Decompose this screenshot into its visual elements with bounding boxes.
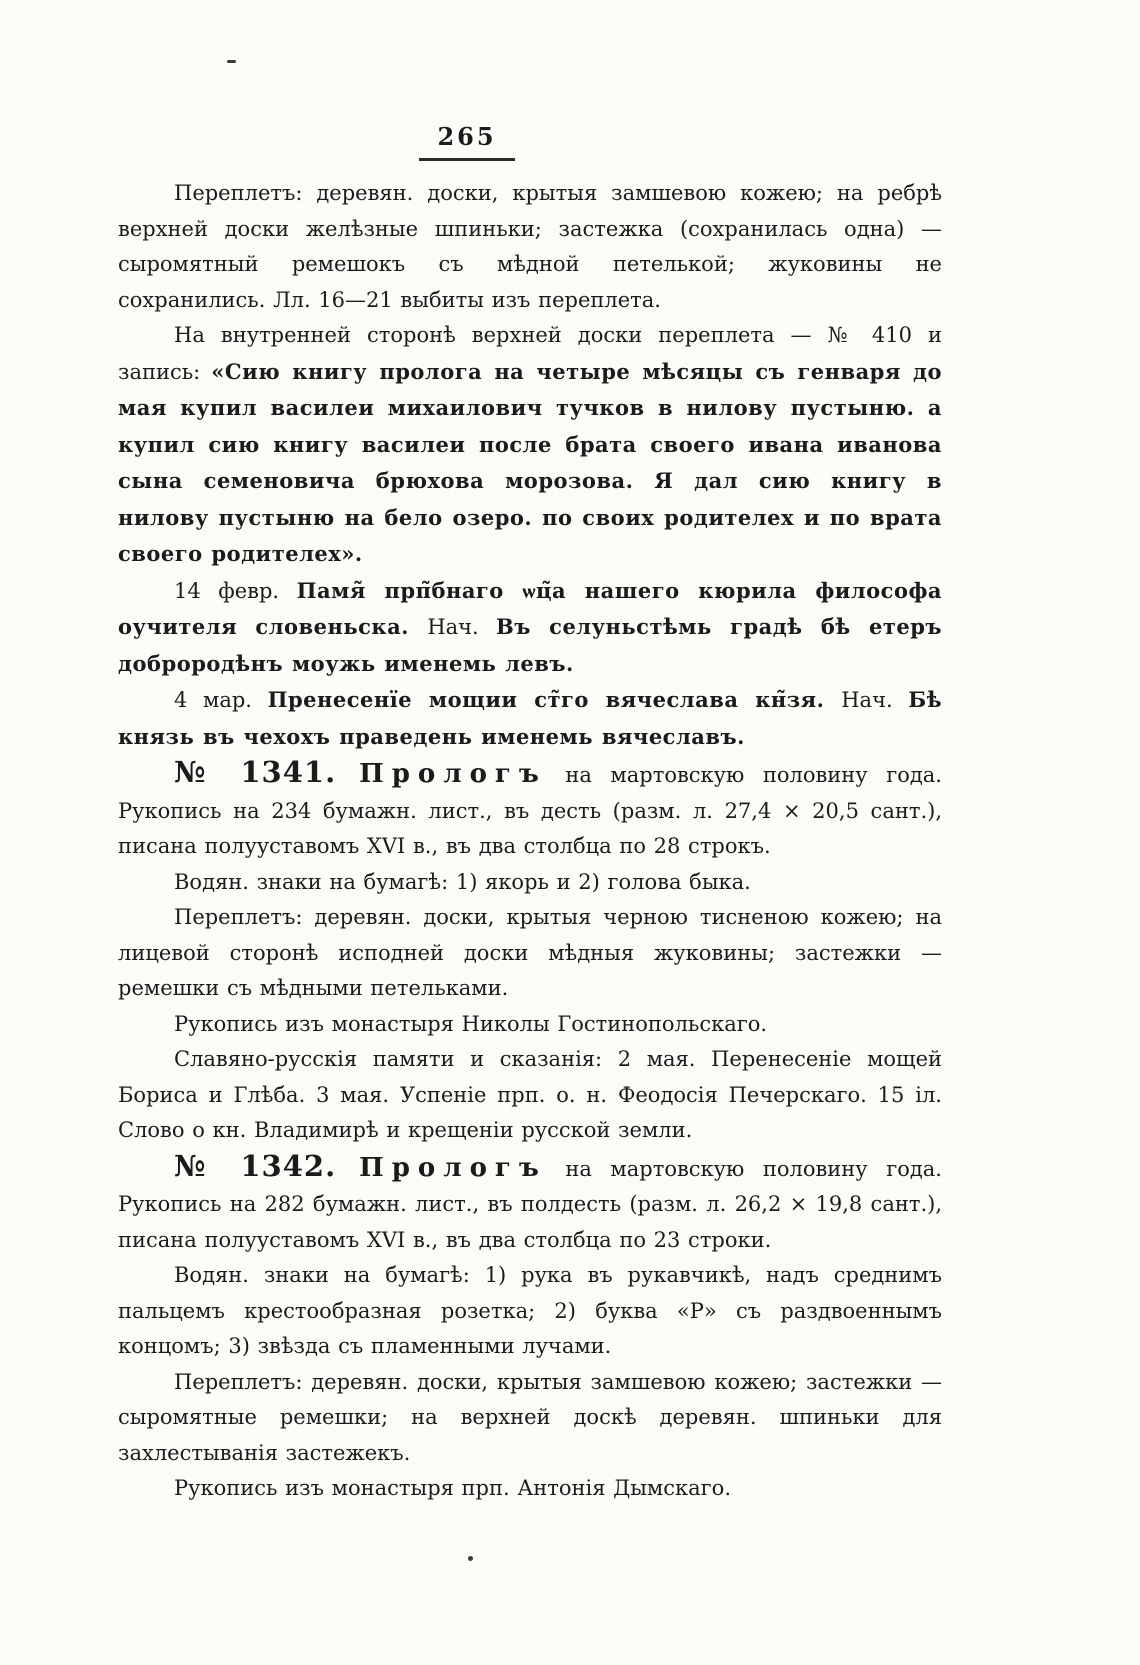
para-binding-description: [118, 176, 942, 318]
page-number: 265: [419, 122, 514, 161]
para-entry-1342: [118, 1149, 942, 1259]
text-run-normal: Водян. знаки на бумагѣ: 1) рука въ рукавчикѣ, надъ среднимъ пальцемъ крестообразная розетка; 2) буква «Р» съ раздвоеннымъ концомъ; 3) звѣзда съ пламенными лучами.: [118, 1263, 942, 1358]
scan-artifact-dot: [468, 1556, 473, 1561]
text-run-normal: Нач.: [427, 615, 496, 639]
text-run-normal: Переплетъ: деревян. доски, крытыя замшевою кожею; на ребрѣ верхней доски желѣзные шпиньки; застежка (сохранилась одна) — сыромятный ремешокъ съ мѣдной петелькой; жуковины не сохранились. Лл. 16—21 выбиты изъ переплета.: [118, 181, 942, 312]
para-inscription: [118, 318, 942, 573]
text-run-slav: Въ селуньстѣмь градѣ бѣ етеръ доброродѣнъ моужь именемь левъ.: [118, 614, 942, 676]
text-block: [118, 176, 942, 1507]
text-run-normal: Нач.: [841, 688, 909, 712]
para-provenance-1342: [118, 1471, 942, 1507]
text-run-head-title: Прологъ: [359, 1152, 547, 1183]
para-feb14: [118, 573, 942, 683]
text-run-normal: Переплетъ: деревян. доски, крытыя замшевою кожею; застежки — сыромятные ремешки; на верхней доскѣ деревян. шпиньки для захлестыванія застежекъ.: [118, 1369, 942, 1465]
text-run-normal: на мартовскую половину года. Рукопись на 234 бумажн. лист., въ десть (разм. л. 27,4 × 20,5 сант.), писана полууставомъ XVI в., въ два столбца по 28 строкъ.: [118, 763, 942, 858]
text-run-normal: Славяно-русскія памяти и сказанія: 2 мая. Перенесеніе мощей Бориса и Глѣба. 3 мая. Успеніе прп. о. н. Феодосія Печерскаго. 15 іл. Слово о кн. Владимирѣ и крещеніи русской земли.: [118, 1047, 942, 1142]
text-run-slav: Пренесенїе мощии ст̃го вячеслава кн̃зя.: [267, 687, 842, 712]
page-header: [0, 122, 934, 161]
text-run-normal: Рукопись изъ монастыря прп. Антонія Дымскаго.: [174, 1476, 731, 1500]
text-run-normal: На внутренней сторонѣ верхней доски переплета — № 410 и запись:: [118, 323, 942, 384]
para-watermarks-1342: [118, 1258, 942, 1365]
text-run-normal: Переплетъ: деревян. доски, крытыя черною тисненою кожею; на лицевой сторонѣ исподней доски мѣдныя жуковины; застежки — ремешки съ мѣдными петельками.: [118, 905, 942, 1000]
text-run-normal: Рукопись изъ монастыря Николы Гостинопольскаго.: [174, 1011, 768, 1036]
para-watermarks-1341: [118, 865, 942, 901]
para-binding-1341: [118, 900, 942, 1007]
para-mar4: [118, 682, 942, 755]
text-run-head-num: № 1341.: [174, 755, 360, 789]
text-run-slav: Бѣ князь въ чехохъ праведень именемь вячеславъ.: [118, 687, 942, 749]
text-run-head-title: Прологъ: [359, 759, 547, 789]
text-run-slav: «Сию книгу пролога на четыре мѣсяцы съ генваря до мая купил василеи михаилович тучков в нилову пустыню. а купил сию книгу василеи после брата своего ивана иванова сына семеновича брюхова морозова. Я дал сию книгу в нилову пустыню на бело озеро. по своих родителех и по врата своего родителех».: [118, 358, 943, 566]
text-run-slav: Памя̃ прп̃бнаго ѡц̃а нашего кюрила философа оучителя словеньска.: [118, 577, 942, 639]
para-entry-1341: [118, 755, 942, 865]
para-binding-1342: [118, 1365, 942, 1472]
text-run-normal: на мартовскую половину года. Рукопись на 282 бумажн. лист., въ полдесть (разм. л. 26,2 × 19,8 сант.), писана полууставомъ XVI в., въ два столбца по 23 строки.: [118, 1156, 942, 1252]
text-run-head-num: № 1342.: [174, 1148, 360, 1183]
para-provenance-1341: [118, 1007, 942, 1043]
scan-artifact-dash: [227, 60, 236, 63]
text-run-normal: 4 мар.: [174, 688, 268, 712]
text-run-normal: 14 февр.: [174, 578, 297, 603]
text-run-normal: Водян. знаки на бумагѣ: 1) якорь и 2) голова быка.: [174, 869, 751, 894]
para-slavic-memories: [118, 1042, 942, 1149]
